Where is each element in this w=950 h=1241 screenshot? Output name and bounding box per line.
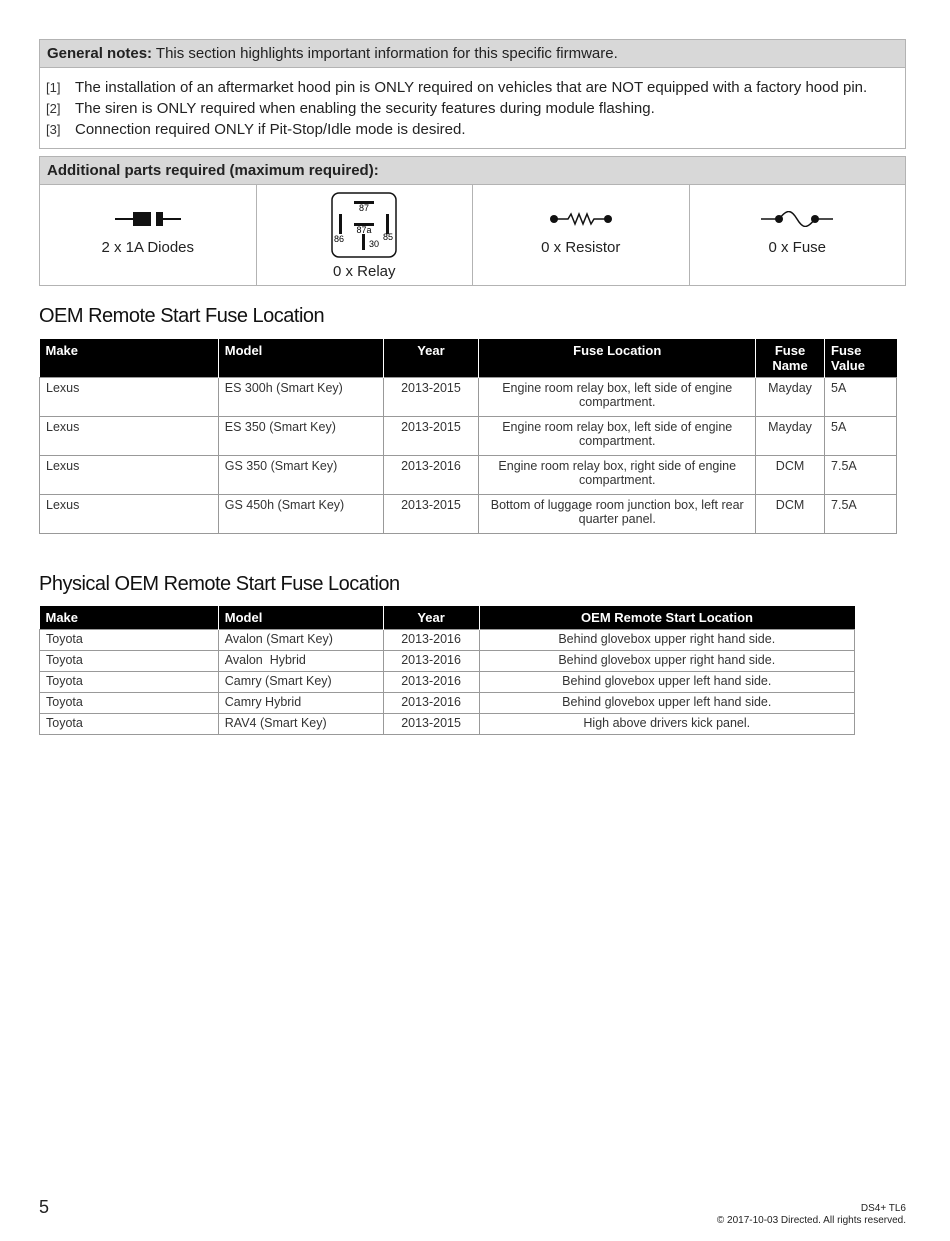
col-header: Fuse Value: [825, 339, 897, 378]
table-row: [40, 651, 855, 672]
cell-model: Camry Hybrid: [218, 693, 383, 714]
col-header: Year: [383, 339, 479, 378]
cell-make: Toyota: [40, 651, 219, 672]
part-label: 0 x Resistor: [541, 239, 621, 256]
note-number: [1]: [46, 80, 61, 95]
part-diode: [40, 185, 257, 285]
cell-model: ES 350 (Smart Key): [218, 417, 383, 456]
cell-make: Toyota: [40, 693, 219, 714]
table-row: [40, 672, 855, 693]
cell-make: Lexus: [40, 495, 219, 534]
table-row: [40, 693, 855, 714]
cell-fuse-name: Mayday: [756, 378, 825, 417]
cell-fuse-name: DCM: [756, 495, 825, 534]
cell-year: 2013-2016: [383, 672, 479, 693]
col-header: Make: [40, 606, 219, 630]
diode-icon: [113, 209, 183, 229]
relay-icon: [331, 192, 397, 258]
cell-year: 2013-2015: [383, 417, 479, 456]
cell-location: Behind glovebox upper left hand side.: [479, 693, 854, 714]
col-header: Model: [218, 606, 383, 630]
fuse-location-table: [39, 339, 897, 534]
col-header: Fuse Location: [479, 339, 756, 378]
copyright: © 2017-10-03 Directed. All rights reserved.: [716, 1215, 906, 1226]
cell-year: 2013-2016: [383, 693, 479, 714]
col-header: Year: [383, 606, 479, 630]
cell-fuse-value: 7.5A: [825, 456, 897, 495]
col-header: Fuse Name: [756, 339, 825, 378]
note-text: Connection required ONLY if Pit-Stop/Idle mode is desired.: [75, 121, 466, 138]
general-notes-header: [40, 40, 905, 68]
cell-location: Behind glovebox upper left hand side.: [479, 672, 854, 693]
table-row: [40, 495, 897, 534]
cell-year: 2013-2016: [383, 630, 479, 651]
table-row: [40, 417, 897, 456]
note-item: [46, 119, 899, 140]
cell-fuse-location: Engine room relay box, left side of engine compartment.: [479, 378, 756, 417]
table-row: [40, 456, 897, 495]
cell-location: Behind glovebox upper right hand side.: [479, 651, 854, 672]
col-header: Model: [218, 339, 383, 378]
cell-fuse-location: Engine room relay box, right side of engine compartment.: [479, 456, 756, 495]
general-notes-title: General notes:: [47, 45, 153, 62]
cell-fuse-name: DCM: [756, 456, 825, 495]
cell-model: Avalon (Smart Key): [218, 630, 383, 651]
footer-info: [717, 1203, 906, 1227]
cell-model: ES 300h (Smart Key): [218, 378, 383, 417]
part-label: 2 x 1A Diodes: [101, 239, 195, 256]
general-notes-box: [39, 39, 906, 149]
physical-table-title: Physical OEM Remote Start Fuse Location: [39, 573, 400, 595]
fuse-table-title: OEM Remote Start Fuse Location: [39, 305, 325, 327]
relay-pin-86: 86: [334, 234, 345, 244]
cell-location: Behind glovebox upper right hand side.: [479, 630, 854, 651]
cell-fuse-name: Mayday: [756, 417, 825, 456]
general-notes-subtitle: This section highlights important information for this specific firmware.: [152, 45, 618, 62]
note-number: [2]: [46, 101, 61, 116]
relay-pin-85: 85: [383, 232, 394, 242]
additional-parts-header: [40, 157, 905, 185]
part-relay: [257, 185, 474, 285]
cell-year: 2013-2016: [383, 651, 479, 672]
cell-location: High above drivers kick panel.: [479, 714, 854, 735]
table-row: [40, 378, 897, 417]
relay-pin-30: 30: [369, 239, 380, 249]
part-fuse: [690, 185, 906, 285]
cell-model: GS 350 (Smart Key): [218, 456, 383, 495]
part-label: 0 x Fuse: [768, 239, 827, 256]
cell-make: Lexus: [40, 378, 219, 417]
note-item: [46, 98, 899, 119]
cell-year: 2013-2016: [383, 456, 479, 495]
cell-model: GS 450h (Smart Key): [218, 495, 383, 534]
cell-make: Lexus: [40, 456, 219, 495]
table-row: [40, 630, 855, 651]
note-number: [3]: [46, 122, 61, 137]
parts-row: [40, 185, 905, 285]
note-item: [46, 77, 899, 98]
col-header: Make: [40, 339, 219, 378]
cell-make: Toyota: [40, 630, 219, 651]
table-header-row: [40, 339, 897, 378]
relay-pin-87: 87: [359, 203, 370, 213]
cell-make: Toyota: [40, 714, 219, 735]
fuse-icon: [759, 211, 835, 227]
cell-year: 2013-2015: [383, 378, 479, 417]
cell-fuse-location: Engine room relay box, left side of engine compartment.: [479, 417, 756, 456]
notes-list: [40, 68, 905, 148]
table-header-row: [40, 606, 855, 630]
cell-model: Avalon Hybrid: [218, 651, 383, 672]
cell-fuse-value: 7.5A: [825, 495, 897, 534]
cell-fuse-value: 5A: [825, 378, 897, 417]
relay-pin-87a: 87a: [356, 225, 372, 235]
additional-parts-title: Additional parts required (maximum required):: [47, 162, 379, 179]
cell-model: RAV4 (Smart Key): [218, 714, 383, 735]
physical-location-table: [39, 606, 855, 735]
cell-make: Lexus: [40, 417, 219, 456]
cell-year: 2013-2015: [383, 714, 479, 735]
part-resistor: [473, 185, 690, 285]
part-label: 0 x Relay: [332, 263, 396, 280]
doc-id: DS4+ TL6: [860, 1203, 906, 1214]
note-text: The siren is ONLY required when enabling the security features during module flashing.: [75, 100, 655, 117]
cell-fuse-value: 5A: [825, 417, 897, 456]
cell-model: Camry (Smart Key): [218, 672, 383, 693]
cell-year: 2013-2015: [383, 495, 479, 534]
cell-make: Toyota: [40, 672, 219, 693]
page-number: 5: [39, 1197, 50, 1217]
additional-parts-box: [39, 156, 906, 286]
note-text: The installation of an aftermarket hood pin is ONLY required on vehicles that are NOT equipped with a factory hood pin.: [75, 79, 868, 96]
resistor-icon: [546, 211, 616, 227]
cell-fuse-location: Bottom of luggage room junction box, left rear quarter panel.: [479, 495, 756, 534]
col-header: OEM Remote Start Location: [479, 606, 854, 630]
table-row: [40, 714, 855, 735]
